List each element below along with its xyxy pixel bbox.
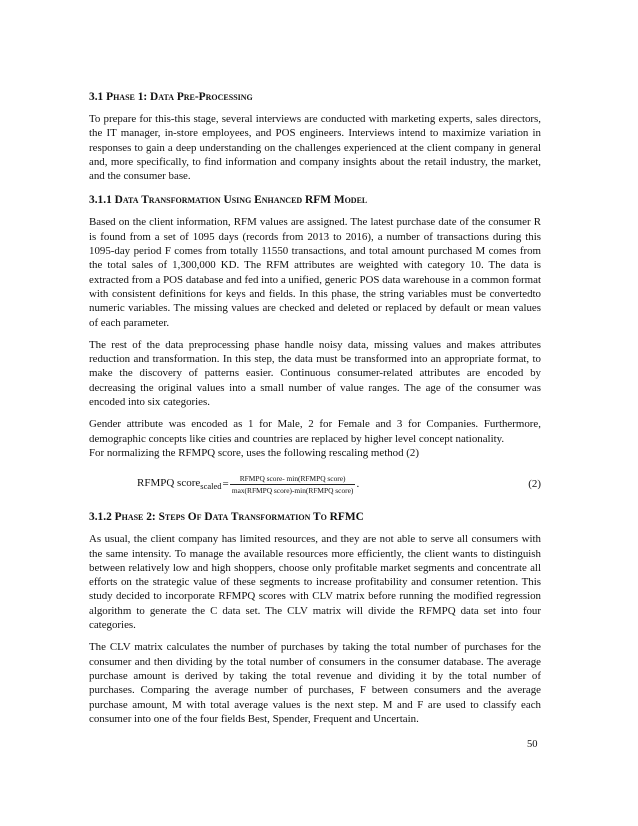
equation-lhs (137, 477, 222, 491)
section-heading-3-1-1 (89, 193, 541, 207)
section-heading-3-1 (89, 90, 541, 104)
heading-text: Phase 1: Data Pre-Processing (106, 91, 253, 103)
heading-number: 3.1 (89, 91, 104, 103)
equation-2 (89, 468, 541, 500)
heading-text: Data Transformation Using Enhanced RFM Model (114, 194, 368, 207)
equation-number: (2) (528, 478, 541, 491)
page-number: 50 (527, 739, 538, 750)
paragraph-limited-resources: As usual, the client company has limited resources, and they are not able to serve all consumers with the same intensity. To manage the available resources more efficiently, the client wants to distinguish between relatively low and high shoppers, choose only profitable market segments and concentrate all efforts on the strategic value of these segments to increase profitability and consumer retention. This study decided to incorporate RFMPQ scores with CLV matrix before running the modified regression algorithm to generate the C data set. The CLV matrix will divide the RFMPQ data set into four categories. (89, 533, 541, 632)
heading-number: 3.1.1 (89, 194, 112, 207)
equation-numerator: RFMPQ score- min(RFMPQ score) (230, 474, 356, 485)
paragraph-preprocessing: The rest of the data preprocessing phase handle noisy data, missing values and makes attributes reduction and transformation. In this step, the data must be transformed into an appropriate format, to make the discovery of patterns easier. Continuous consumer-related attributes are encoded by decreasing the original values into a small number of value ranges. The age of the consumer was encoded into six categories. (89, 338, 541, 409)
paragraph-gender-encoding: Gender attribute was encoded as 1 for Male, 2 for Female and 3 for Companies. Furthermore, demographic concepts like cities and countries are replaced by higher level concept nationality. (89, 418, 541, 445)
paragraph-rfm-values: Based on the client information, RFM values are assigned. The latest purchase date of the consumer R is found from a set of 1095 days (records from 2013 to 2016), a number of transactions during this 1095-day period F comes from totally 11550 transactions, and total amount purchased M comes from the total sales of 1,300,000 KD. The RFM attributes are weighted with category 10. The data is extracted from a POS database and fed into a unified, generic POS data warehouse in a common format with consistent definitions for keys and fields. In this phase, the string variables must be convertedto numeric variables. The missing values are checked and deleted or replaced by default or mean values of each parameter. (89, 216, 541, 329)
paragraph-normalizing: For normalizing the RFMPQ score, uses the following rescaling method (2) (89, 446, 419, 459)
equation-equals: = (222, 478, 229, 491)
paragraph-clv-matrix: The CLV matrix calculates the number of purchases by taking the total number of purchases for the consumer and then dividing by the total number of consumers in the consumer database. The average purchase amount is derived by taking the total revenue and dividing it by the total number of purchases. Comparing the average number of purchases, F between consumers and the average purchase amount, M with total average values is the next step. M and F are used to classify each consumer into one of the four fields Best, Spender, Frequent and Uncertain. (89, 641, 541, 725)
paragraph-interviews: To prepare for this-this stage, several interviews are conducted with marketing experts, sales directors, the IT manager, in-store employees, and POS engineers. Interviews intend to maximize variation in responses to gain a deep understanding on the challenges experienced at the client company in general and, more specifically, to find information and company insights about the retail industry, the market, and the consumer base. (89, 113, 541, 183)
heading-number: 3.1.2 (89, 511, 112, 524)
page-content (89, 90, 541, 734)
section-heading-3-1-2 (89, 510, 541, 524)
equation-lhs-text: RFMPQ score (137, 477, 201, 490)
equation-subscript: scaled (200, 481, 222, 492)
equation-denominator: max⁡(RFMPQ score)-min⁡(RFMPQ score) (231, 485, 354, 495)
equation-fraction (230, 474, 356, 495)
heading-text: Phase 2: Steps Of Data Transformation To RFMC (114, 511, 364, 524)
equation-period: . (356, 478, 360, 491)
